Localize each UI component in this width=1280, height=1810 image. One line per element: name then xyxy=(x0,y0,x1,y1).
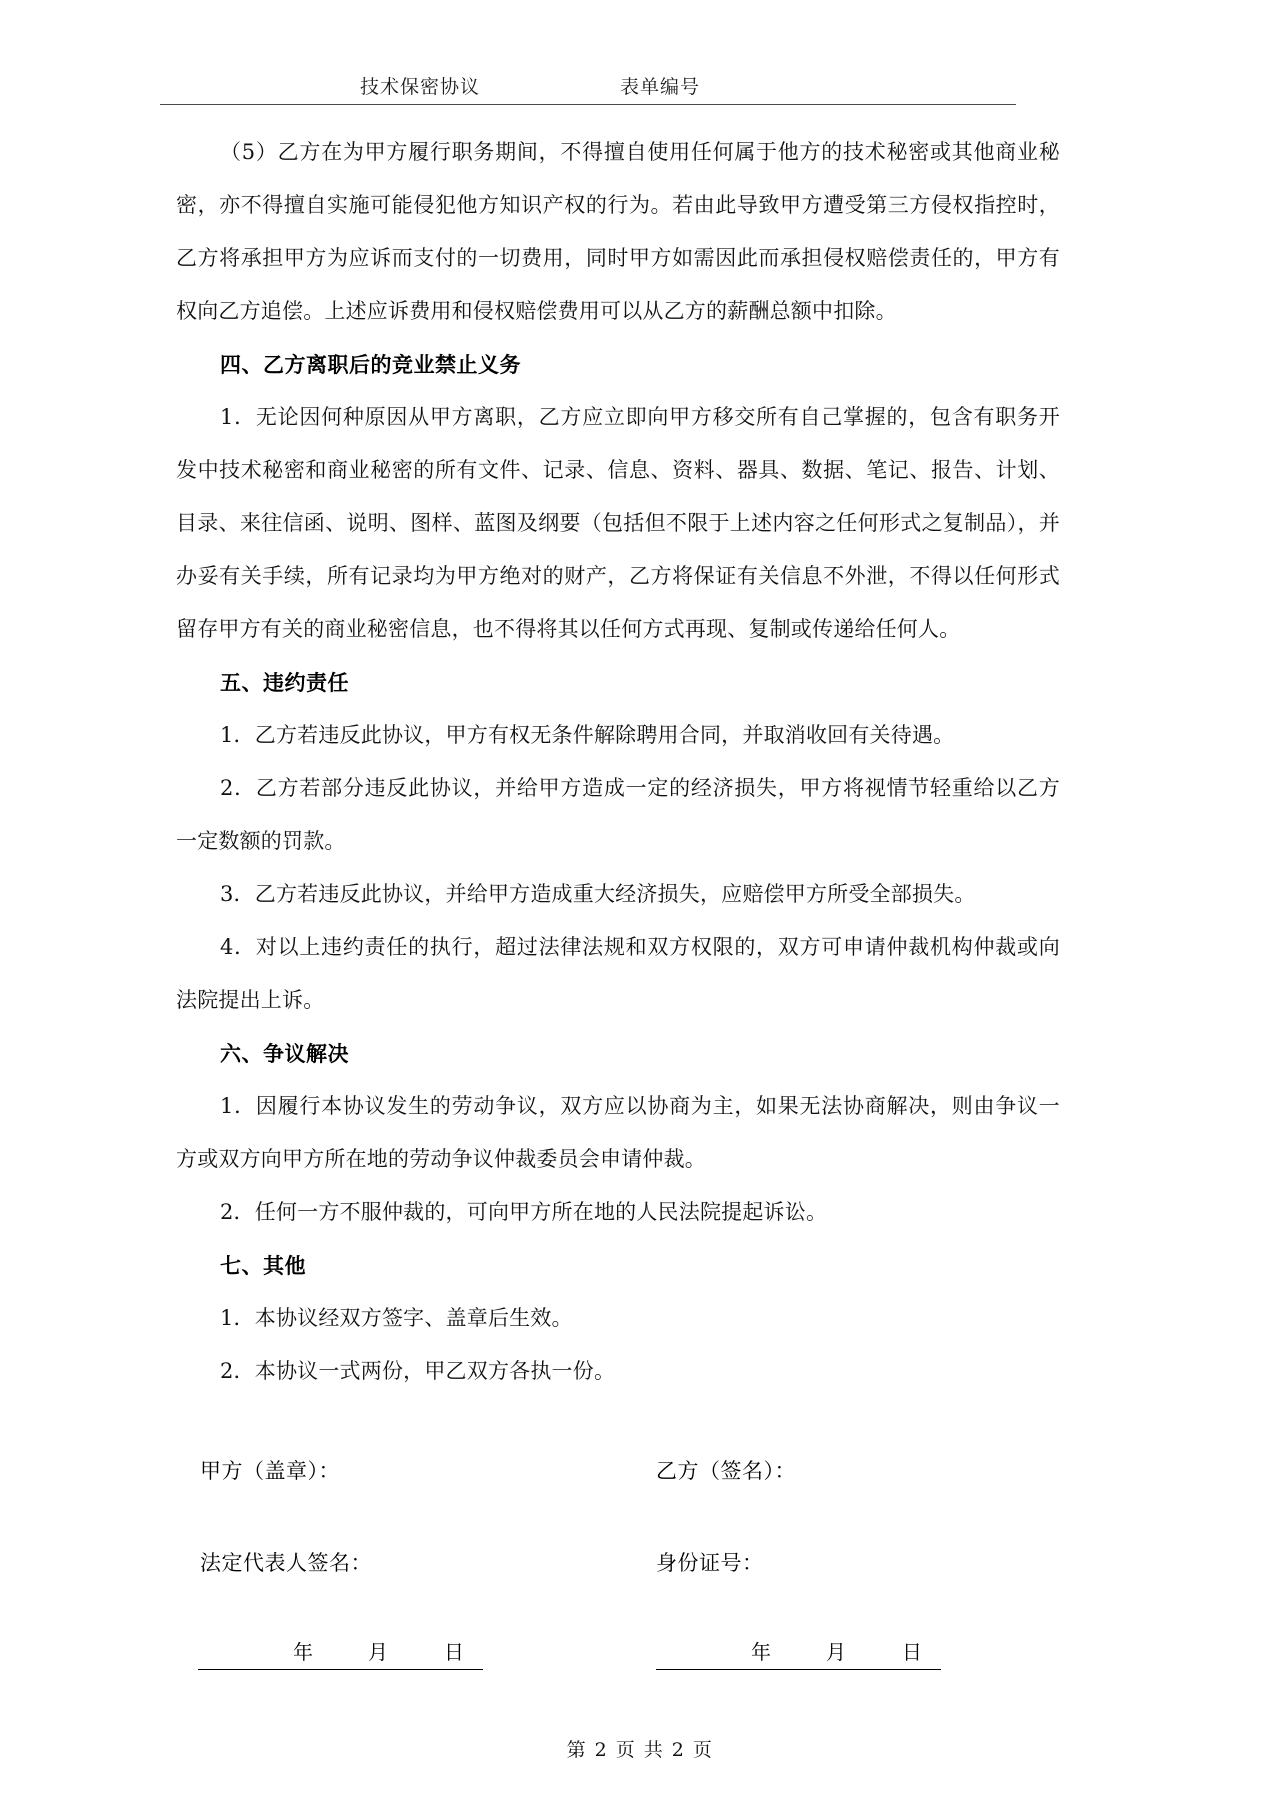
date-day-label-a: 日 xyxy=(444,1640,465,1664)
document-body xyxy=(176,126,1060,1398)
header-document-title: 技术保密协议 xyxy=(360,76,481,98)
section-five-item-2: 2．乙方若部分违反此协议，并给甲方造成一定的经济损失，甲方将视情节轻重给以乙方一定数额的罚款。 xyxy=(176,776,1060,853)
header-form-number-label: 表单编号 xyxy=(620,76,701,98)
clause-paragraph-5: （5）乙方在为甲方履行职务期间，不得擅自使用任何属于他方的技术秘密或其他商业秘密，亦不得擅自实施可能侵犯他方知识产权的行为。若由此导致甲方遭受第三方侵权指控时，乙方将承担甲方为应诉而支付的一切费用，同时甲方如需因此而承担侵权赔偿责任的，甲方有权向乙方追偿。上述应诉费用和侵权赔偿费用可以从乙方的薪酬总额中扣除。 xyxy=(176,140,1060,323)
section-heading-four: 四、乙方离职后的竞业禁止义务 xyxy=(220,352,521,377)
party-a-seal-label: 甲方（盖章）： xyxy=(200,1459,340,1483)
party-b-date-line xyxy=(656,1625,941,1670)
section-five-item-4: 4．对以上违约责任的执行，超过法律法规和双方权限的，双方可申请仲裁机构仲裁或向法院提出上诉。 xyxy=(176,935,1060,1012)
section-five-item-1: 1．乙方若违反此协议，甲方有权无条件解除聘用合同，并取消收回有关待遇。 xyxy=(220,723,955,747)
section-six-item-2: 2．任何一方不服仲裁的，可向甲方所在地的人民法院提起诉讼。 xyxy=(220,1200,828,1224)
section-seven-item-1: 1．本协议经双方签字、盖章后生效。 xyxy=(220,1306,573,1330)
section-four-item-1: 1．无论因何种原因从甲方离职，乙方应立即向甲方移交所有自己掌握的，包含有职务开发中技术秘密和商业秘密的所有文件、记录、信息、资料、器具、数据、笔记、报告、计划、目录、来往信函、说明、图样、蓝图及纲要（包括但不限于上述内容之任何形式之复制品），并办妥有关手续，所有记录均为甲方绝对的财产，乙方将保证有关信息不外泄，不得以任何形式留存甲方有关的商业秘密信息，也不得将其以任何方式再现、复制或传递给任何人。 xyxy=(176,405,1060,641)
header-divider xyxy=(160,104,1016,105)
page-number-text: 第 2 页 共 2 页 xyxy=(566,1739,714,1761)
date-month-label-b: 月 xyxy=(826,1640,847,1664)
date-day-label-b: 日 xyxy=(902,1640,923,1664)
section-five-item-3: 3．乙方若违反此协议，并给甲方造成重大经济损失，应赔偿甲方所受全部损失。 xyxy=(220,882,976,906)
section-heading-six: 六、争议解决 xyxy=(220,1041,349,1066)
page-footer xyxy=(0,1735,1280,1762)
id-number-label: 身份证号： xyxy=(656,1551,764,1575)
section-heading-seven: 七、其他 xyxy=(220,1253,306,1278)
party-b-signature-label: 乙方（签名）： xyxy=(656,1459,796,1483)
date-block xyxy=(176,1625,1060,1685)
section-six-item-1: 1．因履行本协议发生的劳动争议，双方应以协商为主，如果无法协商解决，则由争议一方或双方向甲方所在地的劳动争议仲裁委员会申请仲裁。 xyxy=(176,1094,1060,1171)
page-header xyxy=(160,72,1016,112)
party-a-date-line xyxy=(198,1625,483,1670)
legal-representative-label: 法定代表人签名： xyxy=(200,1551,372,1575)
signature-row-parties xyxy=(176,1455,1060,1547)
signature-block xyxy=(176,1455,1060,1639)
section-heading-five: 五、违约责任 xyxy=(220,670,349,695)
date-year-label-a: 年 xyxy=(293,1640,314,1664)
date-month-label-a: 月 xyxy=(368,1640,389,1664)
date-year-label-b: 年 xyxy=(751,1640,772,1664)
section-seven-item-2: 2．本协议一式两份，甲乙双方各执一份。 xyxy=(220,1359,616,1383)
